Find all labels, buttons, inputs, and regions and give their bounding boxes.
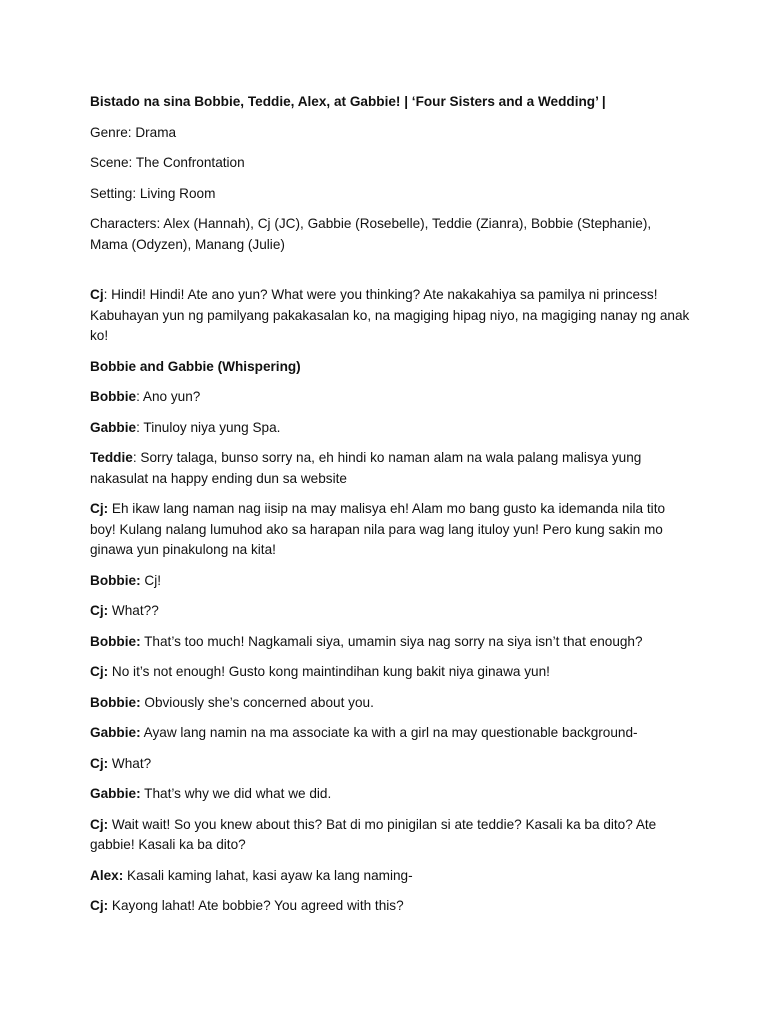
characters-line: Characters: Alex (Hannah), Cj (JC), Gabbie (Rosebelle), Teddie (Zianra), Bobbie (Stephanie), Mama (Odyzen), Manang (Julie) [90, 216, 652, 252]
speaker-name: Cj: [90, 603, 109, 618]
speaker-separator: : [103, 287, 112, 302]
dialogue-text: Cj! [144, 572, 161, 588]
dialogue-text: Tinuloy niya yung Spa. [143, 419, 281, 435]
dialogue-line [90, 387, 690, 408]
dialogue-line [90, 754, 690, 775]
stage-direction: Bobbie and Gabbie (Whispering) [90, 358, 301, 374]
dialogue-line [90, 571, 690, 592]
dialogue-line [90, 784, 690, 805]
dialogue-line [90, 601, 690, 622]
dialogue-text: That’s too much! Nagkamali siya, umamin siya nag sorry na siya isn’t that enough? [144, 633, 643, 649]
dialogue-text: Wait wait! So you knew about this? Bat di mo pinigilan si ate teddie? Kasali ka ba dito? Ate gabbie! Kasali ka ba dito? [90, 816, 657, 852]
speaker-name: Teddie [90, 450, 133, 465]
dialogue-text: What? [111, 755, 152, 771]
dialogue-line [90, 285, 690, 347]
speaker-separator: : [132, 450, 141, 465]
document-title: Bistado na sina Bobbie, Teddie, Alex, at Gabbie! | ‘Four Sisters and a Wedding’ | [90, 94, 606, 109]
dialogue-line [90, 866, 690, 887]
dialogue-line [90, 499, 690, 561]
speaker-name: Bobbie: [90, 633, 141, 649]
speaker-separator: : [136, 419, 144, 435]
speaker-name: Bobbie: [90, 694, 141, 710]
speaker-name: Gabbie: [90, 786, 141, 801]
dialogue-line [90, 693, 690, 714]
speaker-name: Cj: [90, 664, 109, 679]
speaker-name: Alex: [90, 867, 124, 883]
dialogue-line [90, 815, 690, 856]
speaker-name: Bobbie [90, 389, 137, 404]
speaker-name: Bobbie: [90, 572, 141, 588]
speaker-name: Cj: [90, 816, 109, 832]
speaker-name: Gabbie [90, 419, 137, 435]
speaker-name: Gabbie: [90, 725, 141, 740]
dialogue-text: Kasali kaming lahat, kasi ayaw ka lang naming- [127, 867, 413, 883]
dialogue-text: No it’s not enough! Gusto kong maintindihan kung bakit niya ginawa yun! [111, 664, 550, 679]
dialogue-line [90, 448, 690, 489]
dialogue-text: That’s why we did what we did. [144, 786, 332, 801]
dialogue-line [90, 896, 690, 917]
speaker-name: Cj [90, 287, 104, 302]
dialogue-text: Ayaw lang namin na ma associate ka with a girl na may questionable background- [143, 725, 638, 740]
scene-line: Scene: The Confrontation [90, 155, 245, 170]
speaker-name: Cj: [90, 898, 109, 913]
dialogue-text: Obviously she’s concerned about you. [144, 694, 374, 710]
dialogue-line [90, 662, 690, 683]
section-spacer [90, 265, 690, 285]
dialogue-line [90, 723, 690, 744]
dialogue-line [90, 418, 690, 439]
dialogue-text: What?? [111, 603, 159, 618]
speaker-name: Cj: [90, 501, 109, 516]
dialogue-text: Hindi! Hindi! Ate ano yun? What were you thinking? Ate nakakahiya sa pamilya ni princess! Kabuhayan yun ng pamilyang pakakasalan ko, na magiging hipag niyo, na magiging nanay ng anak ko! [90, 287, 690, 343]
speaker-separator: : [136, 389, 143, 404]
genre-line: Genre: Drama [90, 124, 177, 140]
setting-line: Setting: Living Room [90, 185, 216, 201]
dialogue-line [90, 632, 690, 653]
dialogue-text: Eh ikaw lang naman nag iisip na may malisya eh! Alam mo bang gusto ka idemanda nila tito boy! Kulang nalang lumuhod ako sa harapan nila para wag lang ituloy yun! Pero kung sakin mo ginawa yun pinakulong na kita! [90, 501, 666, 557]
dialogue-text: Ano yun? [142, 389, 201, 404]
dialogue-text: Sorry talaga, bunso sorry na, eh hindi ko naman alam na wala palang malisya yung nakasulat na happy ending dun sa website [90, 450, 642, 486]
speaker-name: Cj: [90, 755, 109, 771]
document-page [90, 92, 690, 927]
dialogue-text: Kayong lahat! Ate bobbie? You agreed with this? [111, 898, 404, 913]
